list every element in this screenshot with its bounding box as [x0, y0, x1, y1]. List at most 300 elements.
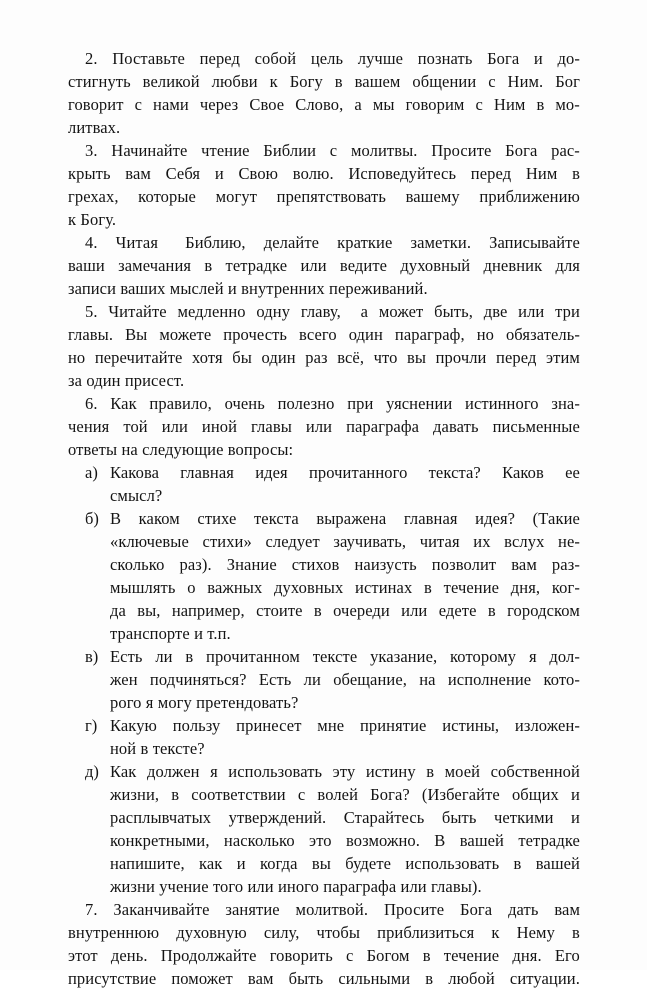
word: духовных: [274, 578, 344, 597]
word: наизусть: [354, 555, 417, 574]
word: главная: [180, 463, 234, 482]
text-line: [68, 254, 580, 277]
word: великой: [142, 72, 200, 91]
word: расплывчатых: [110, 808, 212, 827]
word: говорить: [269, 946, 333, 965]
word: дня.: [512, 946, 542, 965]
word: к: [68, 210, 77, 229]
word: вслух: [504, 532, 545, 551]
word: чтение: [201, 141, 250, 160]
word: указание,: [370, 647, 438, 666]
word: вы: [311, 854, 331, 873]
word: в: [513, 854, 522, 873]
word: вам: [125, 164, 151, 183]
word: Записывайте: [489, 233, 580, 252]
word: ведите: [339, 256, 388, 275]
word: течение: [443, 578, 500, 597]
word: о: [187, 578, 196, 597]
word: литвах.: [68, 118, 121, 137]
word: медленно: [177, 302, 246, 321]
word: Ним: [525, 164, 558, 183]
word: молитвы.: [350, 141, 418, 160]
word: раз).: [179, 555, 212, 574]
word: на: [121, 440, 138, 459]
word: прочитанного: [308, 463, 408, 482]
word: в: [572, 164, 580, 183]
word: но: [476, 325, 494, 344]
text-line: [110, 530, 580, 553]
word: Богом: [366, 946, 410, 965]
word: раз: [305, 348, 328, 367]
list-subitem: [68, 760, 580, 898]
text-line: [68, 208, 580, 231]
word: Начинайте: [111, 141, 188, 160]
word: можете: [159, 325, 212, 344]
list-subitem: [68, 507, 580, 645]
subitem-marker: а): [85, 463, 98, 482]
numbered-paragraph: [68, 231, 580, 300]
word: соответствии: [191, 785, 286, 804]
word: Библии: [263, 141, 317, 160]
word: или: [305, 417, 333, 436]
word: выражена: [316, 509, 387, 528]
word: вы,: [137, 601, 161, 620]
word: городском: [507, 601, 580, 620]
word: которые: [138, 187, 196, 206]
word: Богу.: [80, 210, 117, 229]
word: очереди: [333, 601, 390, 620]
word: это: [309, 831, 332, 850]
word: волей: [317, 785, 359, 804]
word: истинах: [355, 578, 413, 597]
subitem-marker: в): [85, 647, 99, 666]
word: вашем: [354, 72, 401, 91]
subitem-marker: д): [85, 762, 99, 781]
word: в: [204, 256, 213, 275]
word: в: [171, 785, 180, 804]
word: вы: [407, 348, 427, 367]
word: познать: [417, 49, 473, 68]
word: дневник: [483, 256, 543, 275]
word: в: [425, 969, 434, 988]
word: тексте: [312, 647, 358, 666]
word: Каков: [502, 463, 544, 482]
word: уяснении: [386, 394, 453, 413]
word: моей: [444, 762, 481, 781]
word: мне: [317, 716, 345, 735]
text-line: [68, 369, 580, 392]
word: главная: [403, 509, 458, 528]
word: и: [571, 808, 580, 827]
text-line: [68, 70, 580, 93]
text-column: [68, 47, 580, 990]
word: Бога: [505, 141, 538, 160]
word: не-: [558, 532, 580, 551]
word: Бога: [460, 900, 493, 919]
text-line: [68, 93, 580, 116]
word: «ключевые: [110, 532, 189, 551]
word: эту: [332, 762, 356, 781]
word: жизни,: [110, 785, 160, 804]
word: использовать: [228, 762, 323, 781]
word: 3.: [85, 141, 98, 160]
word: сколько: [110, 555, 165, 574]
word: правило,: [149, 394, 212, 413]
word: параграф,: [394, 325, 465, 344]
word: вашей: [535, 854, 580, 873]
text-line: [68, 438, 580, 461]
word: один: [261, 348, 296, 367]
text-line: [68, 944, 580, 967]
text-line: [110, 806, 580, 829]
text-line: [68, 898, 580, 921]
word: перед: [199, 49, 240, 68]
word: раз-: [551, 555, 580, 574]
text-line: [68, 47, 580, 70]
word: тетрадке: [518, 831, 580, 850]
word: следует: [265, 532, 320, 551]
word: принятие: [359, 716, 427, 735]
word: дол-: [549, 647, 580, 666]
word: (Избегайте: [421, 785, 500, 804]
word: в: [426, 762, 435, 781]
text-line: [110, 461, 580, 484]
word: важных: [207, 578, 263, 597]
word: в: [185, 647, 194, 666]
word: три: [555, 302, 580, 321]
word: один: [348, 325, 383, 344]
text-line: [68, 921, 580, 944]
word: иного: [277, 877, 319, 896]
word: 7.: [85, 900, 98, 919]
text-line: [110, 484, 580, 507]
word: Старайтесь: [343, 808, 425, 827]
word: главы).: [431, 877, 482, 896]
subitem-marker: г): [85, 716, 98, 735]
word: через: [199, 95, 239, 114]
word: тексте?: [152, 739, 205, 758]
word: в: [424, 578, 432, 597]
word: один: [86, 371, 121, 390]
word: может: [378, 302, 424, 321]
word: препятствовать: [276, 187, 386, 206]
word: да: [110, 601, 126, 620]
word: главу,: [300, 302, 341, 321]
word: позволит: [431, 555, 497, 574]
word: мо-: [555, 95, 580, 114]
word: до-: [557, 49, 580, 68]
word: переживаний.: [329, 279, 428, 298]
word: напишите,: [110, 854, 185, 873]
word: использовать: [405, 854, 500, 873]
word: говорим: [405, 95, 465, 114]
word: к: [491, 923, 500, 942]
word: вам: [511, 555, 537, 574]
word: параграфа: [323, 877, 397, 896]
word: главы.: [68, 325, 114, 344]
word: в: [422, 946, 431, 965]
word: претендовать?: [196, 693, 299, 712]
word: и: [533, 49, 543, 68]
word: главы: [251, 417, 292, 436]
word: (Такие: [532, 509, 580, 528]
word: идея?: [475, 509, 516, 528]
word: в: [140, 739, 149, 758]
word: а: [360, 302, 369, 321]
word: за: [68, 371, 83, 390]
word: читая: [419, 532, 460, 551]
word: Ним.: [507, 72, 544, 91]
text-line: [110, 668, 580, 691]
word: собой: [254, 49, 297, 68]
word: возможно.: [345, 831, 420, 850]
word: В: [434, 831, 446, 850]
word: любой: [448, 969, 495, 988]
word: стоите: [256, 601, 303, 620]
word: Исповедуйтесь: [348, 164, 457, 183]
word: вам: [247, 969, 274, 988]
text-line: [110, 553, 580, 576]
word: кото-: [543, 670, 580, 689]
word: собственной: [490, 762, 580, 781]
word: хотя: [192, 348, 223, 367]
word: перед: [496, 348, 537, 367]
word: 5.: [85, 302, 98, 321]
word: крыть: [68, 164, 111, 183]
word: давать: [433, 417, 479, 436]
word: перед: [470, 164, 512, 183]
word: следующие: [142, 440, 224, 459]
word: 2.: [85, 49, 98, 68]
word: тетрадке: [225, 256, 288, 275]
word: с: [297, 785, 306, 804]
word: быть: [441, 808, 477, 827]
text-line: [110, 714, 580, 737]
word: или: [400, 877, 427, 896]
word: стигнуть: [68, 72, 131, 91]
word: заметки.: [410, 233, 472, 252]
word: этот: [68, 946, 98, 965]
word: силу,: [263, 923, 300, 942]
word: внутреннюю: [68, 923, 160, 942]
word: в: [536, 95, 545, 114]
word: могут: [215, 187, 258, 206]
list-subitem: [68, 645, 580, 714]
word: приблизиться: [377, 923, 475, 942]
numbered-paragraph: [68, 300, 580, 392]
word: Какую: [110, 716, 157, 735]
word: например,: [171, 601, 245, 620]
word: и: [571, 785, 580, 804]
word: дать: [508, 900, 539, 919]
word: ее: [565, 463, 580, 482]
word: или: [401, 601, 428, 620]
word: дня,: [510, 578, 541, 597]
word: прочесть: [223, 325, 288, 344]
word: внутренних: [241, 279, 325, 298]
text-line: [68, 139, 580, 162]
word: иной: [201, 417, 238, 436]
text-line: [110, 875, 580, 898]
word: рас-: [551, 141, 580, 160]
word: Поставьте: [112, 49, 185, 68]
word: и: [194, 624, 204, 643]
word: с: [488, 72, 496, 91]
word: в: [487, 601, 496, 620]
text-line: [68, 323, 580, 346]
word: с: [329, 141, 338, 160]
word: насколько: [223, 831, 295, 850]
word: течение: [443, 946, 500, 965]
word: молитвой.: [295, 900, 369, 919]
text-line: [68, 392, 580, 415]
word: параграфа: [346, 417, 420, 436]
word: исполнение: [447, 670, 532, 689]
word: рого: [110, 693, 142, 712]
word: мыслей: [169, 279, 224, 298]
word: краткие: [337, 233, 393, 252]
word: чения: [68, 417, 110, 436]
word: ной: [110, 739, 137, 758]
word: Заканчивайте: [113, 900, 210, 919]
word: истины,: [442, 716, 500, 735]
word: Свою: [238, 164, 279, 183]
word: Как: [110, 394, 137, 413]
word: мышлять: [110, 578, 176, 597]
word: четкими: [493, 808, 554, 827]
word: стихов: [291, 555, 340, 574]
word: жизни: [110, 877, 155, 896]
word: той: [123, 417, 148, 436]
word: замечания: [118, 256, 192, 275]
word: говорит: [68, 95, 124, 114]
word: очень: [224, 394, 265, 413]
word: каком: [138, 509, 180, 528]
word: что: [373, 348, 398, 367]
word: идея: [255, 463, 288, 482]
word: ответы: [68, 440, 118, 459]
text-line: [68, 277, 580, 300]
text-line: [68, 346, 580, 369]
word: с: [475, 95, 483, 114]
word: которому: [450, 647, 517, 666]
word: в: [572, 923, 580, 942]
text-line: [110, 829, 580, 852]
word: духовный: [400, 256, 471, 275]
word: текста: [253, 509, 299, 528]
word: две: [483, 302, 508, 321]
word: Есть: [258, 670, 292, 689]
text-line: [68, 185, 580, 208]
word: нами: [153, 95, 189, 114]
word: при: [347, 394, 374, 413]
word: ли: [155, 647, 173, 666]
word: принесет: [236, 716, 302, 735]
word: Бога?: [370, 785, 410, 804]
word: Просите: [431, 141, 492, 160]
word: едете: [438, 601, 477, 620]
word: учение: [159, 877, 209, 896]
word: бы: [232, 348, 252, 367]
word: Продолжайте: [160, 946, 257, 965]
word: лучше: [357, 49, 404, 68]
word: этим: [546, 348, 580, 367]
word: с: [346, 946, 354, 965]
word: или: [518, 302, 545, 321]
word: их: [473, 532, 491, 551]
word: или: [300, 256, 327, 275]
word: Как: [110, 762, 137, 781]
word: Библию,: [185, 233, 246, 252]
word: Какова: [110, 463, 160, 482]
word: Читая: [115, 233, 159, 252]
word: ли: [303, 670, 321, 689]
word: В: [110, 509, 122, 528]
word: Слово,: [295, 95, 344, 114]
word: 4.: [85, 233, 98, 252]
word: поможет: [171, 969, 233, 988]
word: Есть: [110, 647, 143, 666]
text-line: [68, 231, 580, 254]
word: изложен-: [514, 716, 580, 735]
word: быть: [288, 969, 324, 988]
word: волю.: [292, 164, 334, 183]
word: Свое: [249, 95, 285, 114]
word: Богу: [289, 72, 323, 91]
numbered-paragraph: [68, 139, 580, 231]
word: письменные: [492, 417, 580, 436]
word: того: [212, 877, 244, 896]
word: должен: [146, 762, 200, 781]
word: грехах,: [68, 187, 119, 206]
word: ваших: [120, 279, 166, 298]
word: ситуации.: [509, 969, 580, 988]
word: обязатель-: [505, 325, 580, 344]
word: вам: [554, 900, 580, 919]
word: для: [555, 256, 580, 275]
numbered-paragraph: [68, 392, 580, 461]
word: в: [334, 72, 343, 91]
word: ваши: [68, 256, 105, 275]
word: Его: [554, 946, 580, 965]
word: обещание,: [333, 670, 407, 689]
word: или: [161, 417, 188, 436]
list-subitem: [68, 714, 580, 760]
word: Бога: [487, 49, 520, 68]
text-line: [68, 967, 580, 990]
word: с: [134, 95, 142, 114]
word: занятие: [225, 900, 280, 919]
word: я: [145, 693, 154, 712]
word: всё,: [337, 348, 365, 367]
word: Знание: [226, 555, 277, 574]
word: духовную: [176, 923, 247, 942]
word: и: [236, 854, 246, 873]
word: смысл?: [110, 486, 163, 505]
text-line: [110, 737, 580, 760]
word: заучивать,: [333, 532, 407, 551]
word: конкретными,: [110, 831, 210, 850]
numbered-paragraph: [68, 47, 580, 139]
word: я: [528, 647, 537, 666]
word: Читайте: [108, 302, 167, 321]
word: к: [269, 72, 278, 91]
word: могу: [157, 693, 192, 712]
word: день.: [110, 946, 148, 965]
word: приближению: [479, 187, 580, 206]
word: пользу: [172, 716, 221, 735]
word: транспорте: [110, 624, 190, 643]
